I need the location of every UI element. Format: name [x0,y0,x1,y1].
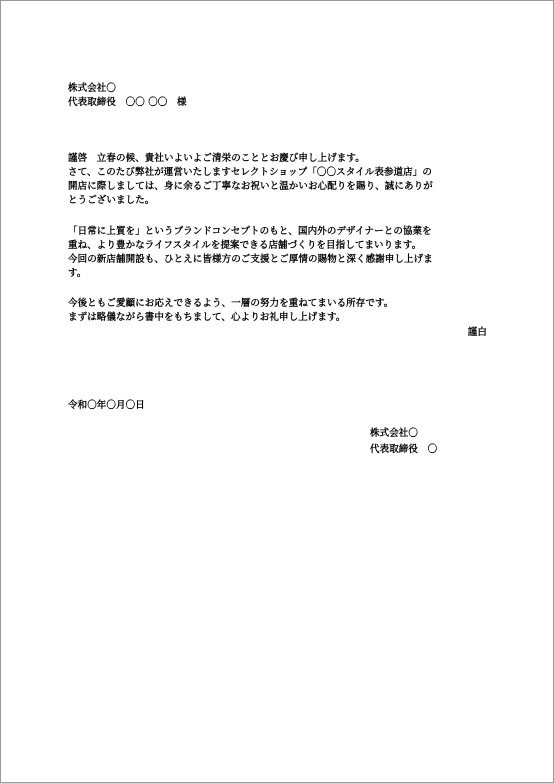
body-line-8: す。 [68,268,87,279]
body-line-7: 今回の新店舗開設も、ひとえに皆様方のご支援とご厚情の賜物と深く感謝申し上げま [68,254,433,265]
body-line-1: 謹啓 立春の候、貴社いよいよご清栄のこととお慶び申し上げます。 [68,153,365,164]
body-line-2: さて、このたび弊社が運営いたしますセレクトショップ「〇〇スタイル表参道店」の [68,167,432,178]
body-line-5: 「日常に上質を」というブランドコンセプトのもと、国内外のデザイナーとの協業を [68,226,432,237]
closing-word: 謹白 [467,327,487,338]
body-line-4: とうございました。 [68,195,155,206]
recipient-representative: 代表取締役 〇〇 〇〇 様 [68,97,187,108]
body-line-3: 開店に際しましては、身に余るご丁寧なお祝いと温かいお心配りを賜り、誠にありが [68,181,433,192]
recipient-company: 株式会社〇 [68,83,117,94]
sender-representative: 代表取締役 〇 [370,444,438,455]
sender-company: 株式会社〇 [370,428,419,439]
body-line-6: 重ね、より豊かなライフスタイルを提案できる店舗づくりを目指してまいります。 [68,240,422,251]
body-line-9: 今後ともご愛顧にお応えできるよう、一層の努力を重ねてまいる所存です。 [68,298,394,309]
body-line-10: まずは略儀ながら書中をもちまして、心よりお礼申し上げます。 [68,312,346,323]
letter-date: 令和〇年〇月〇日 [68,400,145,411]
